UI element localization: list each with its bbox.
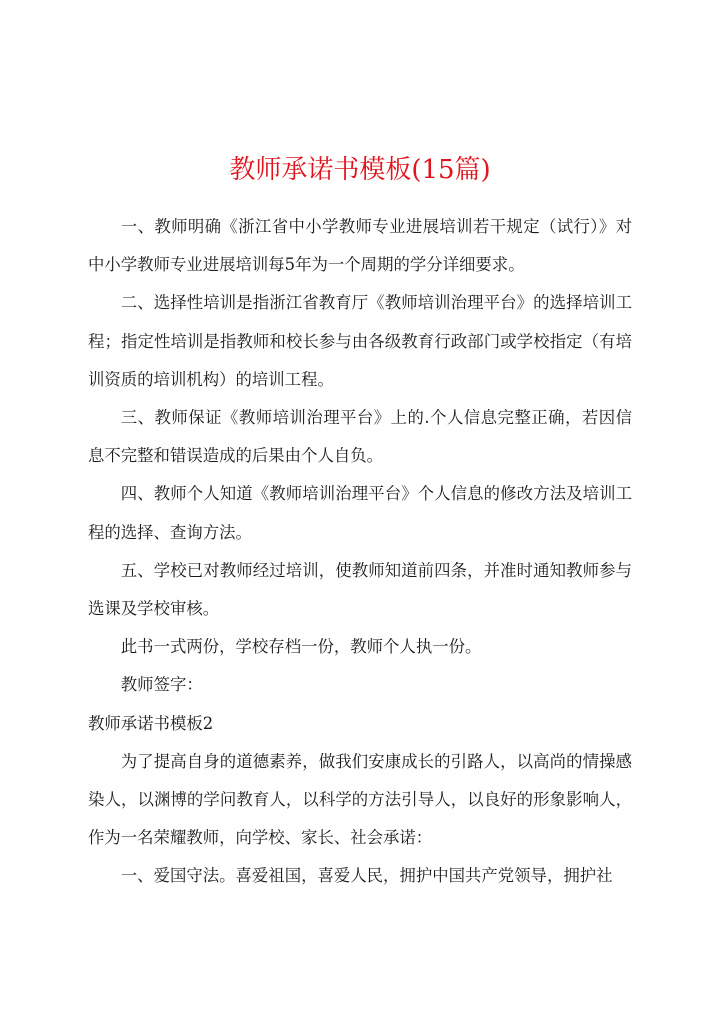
paragraph-7: 为了提高自身的道德素养，做我们安康成长的引路人，以高尚的情操感染人，以渊博的学问教育人，以科学的方法引导人，以良好的形象影响人，作为一名荣耀教师，向学校、家长、社会承诺： (88, 751, 632, 848)
paragraph-6: 此书一式两份，学校存档一份，教师个人执一份。 (120, 637, 482, 657)
paragraph-2: 二、选择性培训是指浙江省教育厅《教师培训治理平台》的选择培训工程；指定性培训是指教师和校长参与由各级教育行政部门或学校指定（有培训资质的培训机构）的培训工程。 (88, 293, 632, 389)
signature-line: 教师签字： (120, 675, 203, 695)
paragraph-1: 一、教师明确《浙江省中小学教师专业进展培训若干规定（试行）》对中小学教师专业进展培训每5年为一个周期的学分详细要求。 (88, 217, 632, 275)
paragraph-4: 四、教师个人知道《教师培训治理平台》个人信息的修改方法及培训工程的选择、查询方法。 (88, 484, 632, 542)
document-body (88, 208, 632, 896)
document-title: 教师承诺书模板(15篇) (229, 155, 491, 185)
section-heading-2: 教师承诺书模板2 (88, 713, 214, 733)
paragraph-3: 三、教师保证《教师培训治理平台》上的.个人信息完整正确，若因信息不完整和错误造成的后果由个人自负。 (88, 408, 632, 466)
paragraph-5: 五、学校已对教师经过培训，使教师知道前四条，并准时通知教师参与选课及学校审核。 (88, 560, 632, 619)
paragraph-8: 一、爱国守法。喜爱祖国，喜爱人民，拥护中国共产党领导，拥护社 (120, 866, 613, 886)
